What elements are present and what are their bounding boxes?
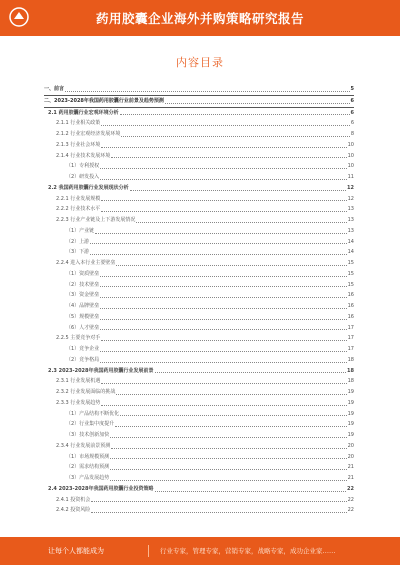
toc-leader-dots xyxy=(115,425,346,427)
toc-entry-page: 10 xyxy=(347,163,354,170)
toc-entry-title: （6）人才壁垒 xyxy=(66,324,100,331)
toc-leader-dots xyxy=(101,146,346,148)
toc-entry-title: 2.4.1 投资机会 xyxy=(56,496,91,503)
toc-leader-dots xyxy=(91,500,346,502)
toc-entry[interactable] xyxy=(44,387,354,398)
toc-entry-page: 22 xyxy=(347,496,354,503)
toc-entry-title: 2.3.4 行业发展前景预测 xyxy=(56,442,111,449)
toc-entry[interactable] xyxy=(44,269,354,280)
toc-entry-title: 2.3.2 行业发展面临的挑战 xyxy=(56,389,116,395)
toc-entry[interactable] xyxy=(44,151,354,162)
toc-leader-dots xyxy=(101,339,346,341)
toc-leader-dots xyxy=(100,285,346,287)
toc-entry-title: （2）行业集中度提升 xyxy=(66,421,115,428)
toc-entry-page: 16 xyxy=(347,313,354,320)
toc-leader-dots xyxy=(100,275,346,277)
toc-entry-title: 2.3.3 行业发展趋势 xyxy=(56,399,101,406)
logo-icon xyxy=(8,6,30,28)
toc-entry[interactable] xyxy=(44,301,354,312)
toc-entry-title: 2.1.3 行业社会环境 xyxy=(56,141,101,148)
toc-entry-page: 11 xyxy=(347,174,354,180)
toc-leader-dots xyxy=(101,404,346,406)
toc-entry[interactable] xyxy=(44,355,354,366)
footer-tagline: 行业专家，管理专家，营销专家，战略专家，成功企业家…… xyxy=(160,547,336,555)
toc-entry[interactable] xyxy=(44,108,354,119)
toc-entry-title: （2）技术壁垒 xyxy=(66,281,100,288)
toc-leader-dots xyxy=(110,436,346,438)
toc-entry[interactable] xyxy=(44,398,354,409)
toc-entry[interactable] xyxy=(44,333,354,344)
toc-entry[interactable] xyxy=(44,290,354,301)
toc-entry-page: 8 xyxy=(350,131,354,137)
toc-entry-page: 15 xyxy=(347,281,354,288)
toc-entry-page: 17 xyxy=(347,335,354,342)
toc-entry[interactable] xyxy=(44,312,354,323)
toc-entry-title: （1）市场规模预测 xyxy=(66,453,110,460)
toc-entry[interactable] xyxy=(44,441,354,452)
toc-entry-title: 二、2023-2028年我国药用胶囊行业前景及趋势预测 xyxy=(44,97,164,104)
toc-entry-page: 12 xyxy=(347,195,354,202)
toc-leader-dots xyxy=(110,457,346,459)
toc-entry-page: 15 xyxy=(347,260,354,266)
toc-leader-dots xyxy=(100,318,346,320)
toc-entry-title: （3）资金壁垒 xyxy=(66,292,100,299)
toc-leader-dots xyxy=(100,178,346,180)
toc-entry-page: 13 xyxy=(347,206,354,213)
toc-entry-page: 19 xyxy=(347,421,354,428)
toc-entry-title: （5）规模壁垒 xyxy=(66,313,100,320)
toc-entry-page: 21 xyxy=(347,464,354,471)
toc-leader-dots xyxy=(101,210,346,212)
toc-leader-dots xyxy=(111,447,346,449)
toc-entry-title: （4）品牌壁垒 xyxy=(66,303,100,309)
toc-entry[interactable] xyxy=(44,183,354,194)
toc-entry-page: 22 xyxy=(347,485,354,492)
toc-leader-dots xyxy=(110,468,346,470)
toc-entry[interactable] xyxy=(44,258,354,269)
toc-entry-page: 13 xyxy=(347,217,354,223)
toc-entry-page: 10 xyxy=(347,152,354,159)
toc-entry[interactable] xyxy=(44,473,354,484)
toc-leader-dots xyxy=(100,328,346,330)
toc-leader-dots xyxy=(101,382,346,384)
toc-entry[interactable] xyxy=(44,462,354,473)
toc-entry-title: （3）技术创新加快 xyxy=(66,432,110,438)
toc-entry-page: 19 xyxy=(347,389,354,395)
toc-entry-page: 6 xyxy=(350,97,354,104)
toc-leader-dots xyxy=(65,90,350,92)
toc-leader-dots xyxy=(116,393,346,395)
toc-entry-page: 18 xyxy=(347,367,354,374)
toc-entry-page: 14 xyxy=(347,238,354,245)
toc-entry[interactable] xyxy=(44,495,354,506)
toc-entry-page: 18 xyxy=(347,356,354,363)
toc-entry-title: 2.1.2 行业宏观经济发展环境 xyxy=(56,131,121,137)
toc-entry-page: 22 xyxy=(347,507,354,514)
toc-entry[interactable] xyxy=(44,419,354,430)
toc-entry-page: 17 xyxy=(347,346,354,352)
toc-entry[interactable] xyxy=(44,323,354,334)
toc-entry-title: 2.3 2023-2028年我国药用胶囊行业发展前景 xyxy=(48,367,154,374)
toc-heading: 内容目录 xyxy=(176,56,224,69)
toc-leader-dots xyxy=(120,113,350,115)
toc-entry-title: 2.4 2023-2028年我国药用胶囊行业投资策略 xyxy=(48,485,154,492)
table-of-contents xyxy=(44,84,354,516)
header-bar xyxy=(0,0,400,36)
toc-entry[interactable] xyxy=(44,161,354,172)
toc-leader-dots xyxy=(136,221,346,223)
toc-entry-title: 2.4.2 投资风险 xyxy=(56,507,91,514)
toc-leader-dots xyxy=(100,296,346,298)
toc-leader-dots xyxy=(130,189,346,191)
toc-entry[interactable] xyxy=(44,505,354,516)
toc-entry-title: 2.2.5 主要竞争对手 xyxy=(56,335,101,342)
toc-leader-dots xyxy=(110,479,346,481)
toc-leader-dots xyxy=(155,490,347,492)
toc-entry[interactable] xyxy=(44,409,354,420)
toc-entry-page: 10 xyxy=(347,141,354,148)
toc-entry-page: 21 xyxy=(347,475,354,481)
toc-entry-page: 16 xyxy=(347,303,354,309)
toc-leader-dots xyxy=(111,156,346,158)
toc-entry-page: 20 xyxy=(347,442,354,449)
toc-entry-title: （2）需求结构预测 xyxy=(66,464,110,471)
toc-leader-dots xyxy=(90,253,346,255)
toc-entry-title: （1）产业链 xyxy=(66,227,95,234)
toc-entry-page: 19 xyxy=(347,399,354,406)
toc-entry-title: 2.1.1 行业相关政策 xyxy=(56,120,101,127)
toc-entry[interactable] xyxy=(44,247,354,258)
toc-entry[interactable] xyxy=(44,140,354,151)
toc-entry-page: 18 xyxy=(347,378,354,385)
toc-entry[interactable] xyxy=(44,237,354,248)
toc-leader-dots xyxy=(91,511,346,513)
toc-leader-dots xyxy=(101,199,346,201)
footer-bar xyxy=(0,537,400,565)
footer-divider xyxy=(148,545,149,557)
toc-entry[interactable] xyxy=(44,96,354,108)
toc-leader-dots xyxy=(101,124,350,126)
toc-leader-dots xyxy=(155,371,347,373)
toc-leader-dots xyxy=(90,242,346,244)
toc-entry-title: 2.2 我国药用胶囊行业发展现状分析 xyxy=(48,184,129,191)
toc-entry[interactable] xyxy=(44,226,354,237)
report-title: 药用胶囊企业海外并购策略研究报告 xyxy=(95,11,304,26)
toc-entry-title: 2.2.3 行业产业链及上下游发展情况 xyxy=(56,217,136,223)
toc-leader-dots xyxy=(95,232,346,234)
toc-entry-page: 6 xyxy=(350,109,354,116)
toc-entry-title: 2.1.4 行业技术发展环境 xyxy=(56,152,111,159)
toc-leader-dots xyxy=(121,135,349,137)
toc-leader-dots xyxy=(100,361,346,363)
toc-entry[interactable] xyxy=(44,344,354,355)
toc-leader-dots xyxy=(100,167,346,169)
toc-entry[interactable] xyxy=(44,215,354,226)
toc-entry[interactable] xyxy=(44,376,354,387)
toc-entry-page: 19 xyxy=(347,432,354,438)
toc-entry[interactable] xyxy=(44,84,354,96)
toc-entry-title: 2.3.1 行业发展机遇 xyxy=(56,378,101,385)
toc-entry[interactable] xyxy=(44,484,354,495)
toc-entry[interactable] xyxy=(44,172,354,183)
toc-entry-page: 14 xyxy=(347,249,354,256)
toc-entry[interactable] xyxy=(44,452,354,463)
toc-leader-dots xyxy=(120,414,346,416)
toc-entry-title: （1）产品结构不断优化 xyxy=(66,410,120,417)
toc-entry-page: 13 xyxy=(347,227,354,234)
toc-entry[interactable] xyxy=(44,366,354,377)
toc-entry-title: （2）上游 xyxy=(66,238,90,245)
toc-entry-title: （1）竞争企业 xyxy=(66,346,100,352)
toc-entry[interactable] xyxy=(44,194,354,205)
toc-entry-title: 2.2.4 进入本行业主要壁垒 xyxy=(56,260,116,266)
toc-entry-title: （1）资质壁垒 xyxy=(66,270,100,277)
footer-slogan: 让每个人都能成为 xyxy=(48,547,104,555)
toc-entry-page: 15 xyxy=(347,270,354,277)
toc-leader-dots xyxy=(100,307,346,309)
toc-entry-page: 6 xyxy=(350,120,354,127)
toc-entry-title: （1）专利授权 xyxy=(66,163,100,170)
toc-entry-page: 19 xyxy=(347,410,354,417)
toc-entry-page: 16 xyxy=(347,292,354,299)
toc-entry-page: 17 xyxy=(347,324,354,331)
toc-entry[interactable] xyxy=(44,118,354,129)
toc-leader-dots xyxy=(165,102,350,104)
toc-entry-page: 20 xyxy=(347,453,354,460)
toc-entry-title: 一、前言 xyxy=(44,86,65,92)
toc-entry-title: 2.2.1 行业发展规模 xyxy=(56,195,101,202)
toc-entry[interactable] xyxy=(44,204,354,215)
toc-entry-page: 12 xyxy=(347,184,354,191)
toc-entry-title: （2）研发投入 xyxy=(66,174,100,180)
toc-entry-title: 2.2.2 行业技术水平 xyxy=(56,206,101,213)
toc-entry-page: 5 xyxy=(350,86,354,92)
toc-entry-title: （2）竞争格局 xyxy=(66,356,100,363)
toc-entry[interactable] xyxy=(44,129,354,140)
toc-entry-title: （3）产品发展趋势 xyxy=(66,475,110,481)
toc-leader-dots xyxy=(100,350,346,352)
toc-entry-title: 2.1 药用胶囊行业宏观环境分析 xyxy=(48,109,119,116)
toc-entry[interactable] xyxy=(44,430,354,441)
toc-leader-dots xyxy=(116,264,346,266)
toc-entry-title: （3）下游 xyxy=(66,249,90,256)
toc-entry[interactable] xyxy=(44,280,354,291)
